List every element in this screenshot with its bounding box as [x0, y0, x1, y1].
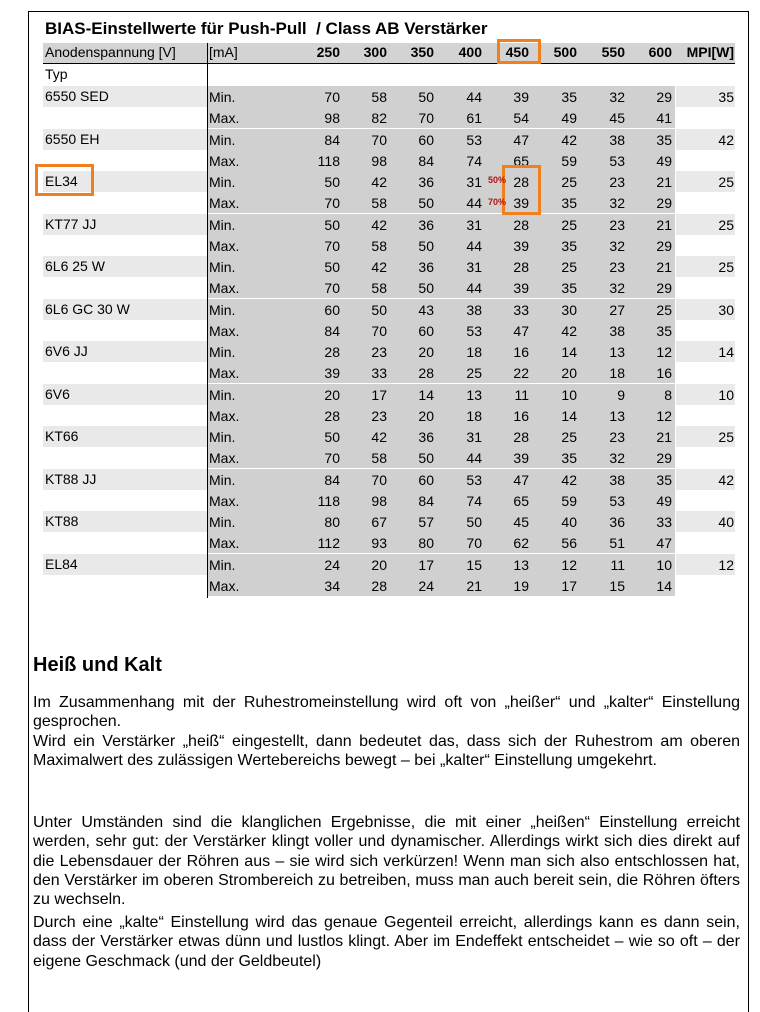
- mpi-value: 35: [718, 89, 734, 105]
- bias-value: 10: [561, 386, 577, 403]
- bias-value: 18: [466, 344, 482, 360]
- bias-value: 28: [371, 577, 387, 594]
- voltage-header: 600: [648, 44, 672, 60]
- tube-name: EL84: [45, 555, 78, 572]
- anode-voltage-label: Anodenspannung [V]: [45, 44, 176, 60]
- bias-value: 28: [418, 365, 434, 382]
- bias-value: 38: [466, 301, 482, 318]
- bias-value: 65: [513, 152, 529, 169]
- paragraph: Durch eine „kalte“ Einstellung wird das genaue Gegenteil erreicht, allerdings kann es dann sein, dass der Verstärker etwas dünn und lustlos klingt. Aber im Endeffekt entscheidet – wie so oft – der eigene Geschmack (und der Geldbeutel): [33, 914, 740, 970]
- bias-value: 28: [513, 216, 529, 233]
- bias-value: 58: [371, 89, 387, 105]
- bias-value: 29: [656, 195, 672, 212]
- table-row-min: [43, 469, 735, 490]
- bias-value: 35: [561, 89, 577, 105]
- bias-value: 39: [513, 89, 529, 105]
- bias-value: 67: [371, 514, 387, 530]
- bias-value: 51: [609, 535, 625, 552]
- max-label: Max.: [209, 407, 240, 424]
- bias-value: 34: [324, 577, 340, 594]
- bias-value: 50: [418, 89, 434, 105]
- bias-value: 39: [513, 195, 529, 212]
- highlight-el34-450v-values: [502, 165, 541, 215]
- bias-value: 13: [609, 407, 625, 424]
- bias-value: 29: [656, 237, 672, 254]
- bias-value: 35: [561, 280, 577, 297]
- bias-value: 10: [656, 556, 672, 573]
- bias-value: 23: [609, 259, 625, 275]
- bias-value: 62: [513, 535, 529, 552]
- table-row-max: [43, 235, 735, 256]
- bias-value: 53: [609, 492, 625, 509]
- bias-value: 35: [656, 322, 672, 339]
- bias-value: 74: [466, 492, 482, 509]
- bias-value: 32: [609, 237, 625, 254]
- bias-value: 13: [466, 386, 482, 403]
- bias-value: 60: [418, 131, 434, 148]
- bias-value: 31: [466, 259, 482, 275]
- min-label: Min.: [209, 174, 236, 190]
- bias-value: 70: [324, 195, 340, 212]
- table-row-max: [43, 107, 735, 128]
- bias-value: 50: [418, 195, 434, 212]
- bias-value: 35: [561, 237, 577, 254]
- max-label: Max.: [209, 237, 240, 254]
- table-row-max: [43, 575, 735, 596]
- bias-value: 49: [656, 152, 672, 169]
- mpi-header: MPI[W]: [686, 44, 734, 60]
- bias-value: 23: [609, 216, 625, 233]
- bias-value: 49: [656, 492, 672, 509]
- bias-value: 42: [371, 174, 387, 190]
- mpi-value: 25: [718, 174, 734, 190]
- min-label: Min.: [209, 89, 236, 105]
- bias-value: 47: [656, 535, 672, 552]
- highlight-450v: [497, 39, 541, 64]
- bias-value: 39: [513, 280, 529, 297]
- bias-value: 13: [609, 344, 625, 360]
- bias-value: 30: [561, 301, 577, 318]
- bias-value: 74: [466, 152, 482, 169]
- bias-value: 20: [561, 365, 577, 382]
- bias-value: 53: [466, 131, 482, 148]
- tube-name: KT77 JJ: [45, 215, 97, 232]
- bias-value: 80: [324, 514, 340, 530]
- bias-value: 53: [466, 322, 482, 339]
- bias-value: 39: [324, 365, 340, 382]
- tube-name: 6V6: [45, 385, 70, 402]
- bias-value: 14: [418, 386, 434, 403]
- bias-value: 112: [317, 535, 340, 552]
- bias-value: 15: [609, 577, 625, 594]
- voltage-header: 400: [458, 44, 482, 60]
- voltage-header: 250: [316, 44, 340, 60]
- bias-value: 21: [466, 577, 482, 594]
- bias-value: 17: [418, 556, 434, 573]
- bias-value: 21: [656, 259, 672, 275]
- mpi-value: 25: [718, 259, 734, 275]
- bias-value: 82: [371, 110, 387, 127]
- bias-value: 16: [513, 407, 529, 424]
- min-label: Min.: [209, 386, 236, 403]
- max-label: Max.: [209, 535, 240, 552]
- bias-value: 58: [371, 450, 387, 467]
- bias-value: 32: [609, 195, 625, 212]
- bias-value: 53: [609, 152, 625, 169]
- bias-value: 39: [513, 450, 529, 467]
- bias-value: 58: [371, 195, 387, 212]
- bias-value: 28: [324, 344, 340, 360]
- typ-label: Typ: [45, 66, 68, 82]
- bias-value: 28: [513, 174, 529, 190]
- paragraph: Im Zusammenhang mit der Ruhestromeinstellung wird oft von „heißer“ und „kalter“ Einstellung gesprochen.: [33, 694, 740, 731]
- bias-value: 98: [371, 492, 387, 509]
- bias-value: 16: [656, 365, 672, 382]
- bias-value: 50: [371, 301, 387, 318]
- min-label: Min.: [209, 514, 236, 530]
- bias-value: 32: [609, 450, 625, 467]
- bias-value: 61: [466, 110, 482, 127]
- bias-value: 20: [418, 344, 434, 360]
- bias-value: 25: [656, 301, 672, 318]
- bias-value: 32: [609, 280, 625, 297]
- bias-value: 21: [656, 174, 672, 190]
- bias-value: 29: [656, 450, 672, 467]
- bias-value: 12: [656, 407, 672, 424]
- table-row-min: [43, 299, 735, 320]
- table-row-max: [43, 150, 735, 171]
- bias-value: 47: [513, 322, 529, 339]
- bias-value: 23: [371, 407, 387, 424]
- bias-value: 44: [466, 450, 482, 467]
- min-label: Min.: [209, 301, 236, 318]
- bias-value: 25: [561, 216, 577, 233]
- table-row-max: [43, 277, 735, 298]
- paragraph: Unter Umständen sind die klanglichen Ergebnisse, die mit einer „heißen“ Einstellung erreicht werden, sehr gut: der Verstärker klingt voller und dynamischer. Allerdings wirkt sich dies direkt auf die Lebensdauer der Röhren aus – sie wird sich verkürzen! Wenn man sich also entschlossen hat, den Verstärker im oberen Strombereich zu betreiben, muss man auch bereit sein, die Röhren öfters zu wechseln.: [33, 814, 740, 909]
- unit-label: [mA]: [209, 44, 238, 60]
- bias-value: 35: [561, 450, 577, 467]
- table-row-max: [43, 405, 735, 426]
- bias-value: 36: [609, 514, 625, 530]
- bias-value: 57: [418, 514, 434, 530]
- bias-value: 58: [371, 237, 387, 254]
- bias-value: 50: [324, 429, 340, 445]
- bias-value: 42: [371, 259, 387, 275]
- bias-value: 70: [466, 535, 482, 552]
- bias-value: 42: [561, 322, 577, 339]
- bias-value: 70: [371, 322, 387, 339]
- bias-value: 27: [609, 301, 625, 318]
- bias-value: 8: [664, 386, 672, 403]
- bias-value: 50: [466, 514, 482, 530]
- bias-value: 84: [418, 152, 434, 169]
- table-row-min: [43, 256, 735, 277]
- min-percent-note: 50%: [488, 175, 507, 185]
- bias-value: 44: [466, 237, 482, 254]
- min-label: Min.: [209, 259, 236, 275]
- table-row-max: [43, 192, 735, 213]
- bias-value: 42: [371, 216, 387, 233]
- bias-value: 19: [513, 577, 529, 594]
- voltage-header: 550: [601, 44, 625, 60]
- table-row-min: [43, 426, 735, 447]
- table-header: [43, 43, 735, 64]
- table-row-min: [43, 214, 735, 235]
- bias-value: 33: [513, 301, 529, 318]
- tube-name: 6V6 JJ: [45, 343, 88, 359]
- table-row-max: [43, 490, 735, 511]
- bias-value: 35: [561, 195, 577, 212]
- bias-value: 38: [609, 471, 625, 488]
- bias-value: 35: [656, 131, 672, 148]
- max-label: Max.: [209, 195, 240, 212]
- bias-value: 70: [324, 450, 340, 467]
- tube-name: KT66: [45, 428, 79, 444]
- table-row-min: [43, 171, 735, 192]
- bias-value: 14: [561, 407, 577, 424]
- bias-value: 44: [466, 195, 482, 212]
- mpi-value: 40: [718, 514, 734, 530]
- tube-name: KT88 JJ: [45, 470, 97, 487]
- bias-value: 47: [513, 131, 529, 148]
- tube-name: KT88: [45, 513, 79, 529]
- max-label: Max.: [209, 110, 240, 127]
- max-percent-note: 70%: [488, 197, 507, 207]
- max-label: Max.: [209, 450, 240, 467]
- max-label: Max.: [209, 322, 240, 339]
- bias-value: 50: [324, 259, 340, 275]
- bias-value: 25: [466, 365, 482, 382]
- tube-name: EL34: [45, 173, 78, 189]
- mpi-value: 14: [718, 344, 734, 360]
- table-title: BIAS-Einstellwerte für Push-Pull / Class AB Verstärker: [45, 19, 488, 38]
- bias-value: 54: [513, 110, 529, 127]
- bias-value: 36: [418, 174, 434, 190]
- bias-value: 118: [317, 492, 340, 509]
- bias-value: 29: [656, 280, 672, 297]
- min-label: Min.: [209, 429, 236, 445]
- min-label: Min.: [209, 131, 236, 148]
- bias-value: 12: [656, 344, 672, 360]
- bias-value: 18: [609, 365, 625, 382]
- bias-value: 70: [324, 89, 340, 105]
- voltage-header: 300: [363, 44, 387, 60]
- bias-value: 70: [371, 131, 387, 148]
- bias-value: 36: [418, 259, 434, 275]
- table-row-max: [43, 532, 735, 553]
- bias-value: 23: [371, 344, 387, 360]
- bias-value: 42: [561, 471, 577, 488]
- bias-value: 23: [609, 429, 625, 445]
- mpi-value: 10: [718, 386, 734, 403]
- bias-value: 15: [466, 556, 482, 573]
- bias-value: 84: [418, 492, 434, 509]
- bias-value: 23: [609, 174, 625, 190]
- bias-value: 41: [656, 110, 672, 127]
- max-label: Max.: [209, 577, 240, 594]
- bias-value: 50: [324, 174, 340, 190]
- bias-value: 59: [561, 152, 577, 169]
- bias-value: 42: [561, 131, 577, 148]
- table-row-max: [43, 362, 735, 383]
- table-row-max: [43, 320, 735, 341]
- bias-value: 20: [371, 556, 387, 573]
- bias-value: 93: [371, 535, 387, 552]
- bias-value: 50: [418, 280, 434, 297]
- bias-value: 60: [324, 301, 340, 318]
- bias-value: 50: [418, 450, 434, 467]
- bias-value: 20: [418, 407, 434, 424]
- bias-value: 28: [513, 429, 529, 445]
- mpi-value: 12: [718, 556, 734, 573]
- max-label: Max.: [209, 280, 240, 297]
- bias-value: 45: [609, 110, 625, 127]
- bias-value: 36: [418, 429, 434, 445]
- bias-value: 21: [656, 216, 672, 233]
- bias-value: 32: [609, 89, 625, 105]
- bias-value: 47: [513, 471, 529, 488]
- bias-value: 60: [418, 471, 434, 488]
- bias-value: 14: [561, 344, 577, 360]
- table-row-min: [43, 511, 735, 532]
- bias-value: 50: [418, 237, 434, 254]
- bias-value: 39: [513, 237, 529, 254]
- bias-value: 13: [513, 556, 529, 573]
- bias-value: 29: [656, 89, 672, 105]
- bias-value: 80: [418, 535, 434, 552]
- bias-value: 70: [324, 280, 340, 297]
- bias-value: 98: [324, 110, 340, 127]
- bias-value: 9: [617, 386, 625, 403]
- bias-value: 40: [561, 514, 577, 530]
- max-label: Max.: [209, 492, 240, 509]
- bias-value: 70: [324, 237, 340, 254]
- max-label: Max.: [209, 365, 240, 382]
- bias-value: 16: [513, 344, 529, 360]
- paragraph: Wird ein Verstärker „heiß“ eingestellt, dann bedeutet das, dass sich der Ruhestrom am oberen Maximalwert des zulässigen Wertebereichs bewegt – bei „kalter“ Einstellung umgekehrt.: [33, 733, 740, 770]
- voltage-header: 350: [410, 44, 434, 60]
- min-label: Min.: [209, 344, 236, 360]
- bias-value: 25: [561, 259, 577, 275]
- bias-value: 56: [561, 535, 577, 552]
- bias-value: 24: [418, 577, 434, 594]
- bias-value: 17: [561, 577, 577, 594]
- bias-value: 50: [324, 216, 340, 233]
- bias-value: 53: [466, 471, 482, 488]
- bias-value: 45: [513, 514, 529, 530]
- bias-value: 31: [466, 216, 482, 233]
- bias-value: 11: [514, 386, 529, 403]
- min-label: Min.: [209, 216, 236, 233]
- bias-value: 49: [561, 110, 577, 127]
- bias-value: 31: [466, 174, 482, 190]
- bias-value: 84: [324, 131, 340, 148]
- tube-name: 6550 SED: [45, 88, 109, 104]
- bias-value: 38: [609, 131, 625, 148]
- table-row-min: [43, 86, 735, 107]
- bias-value: 98: [371, 152, 387, 169]
- max-label: Max.: [209, 152, 240, 169]
- mpi-value: 30: [718, 301, 734, 318]
- bias-value: 28: [324, 407, 340, 424]
- bias-value: 33: [371, 365, 387, 382]
- bias-value: 25: [561, 429, 577, 445]
- bias-value: 36: [418, 216, 434, 233]
- bias-value: 35: [656, 471, 672, 488]
- bias-value: 84: [324, 322, 340, 339]
- bias-value: 18: [466, 407, 482, 424]
- bias-value: 22: [513, 365, 529, 382]
- mpi-value: 42: [718, 471, 734, 488]
- bias-value: 42: [371, 429, 387, 445]
- bias-value: 33: [656, 514, 672, 530]
- bias-value: 43: [418, 301, 434, 318]
- bias-value: 70: [418, 110, 434, 127]
- voltage-header: 500: [553, 44, 577, 60]
- min-label: Min.: [209, 556, 236, 573]
- bias-value: 11: [610, 556, 625, 573]
- bias-value: 38: [609, 322, 625, 339]
- bias-value: 20: [324, 386, 340, 403]
- highlight-el34: [35, 164, 94, 196]
- bias-value: 12: [561, 556, 577, 573]
- bias-value: 70: [371, 471, 387, 488]
- table-row-min: [43, 384, 735, 405]
- tube-name: 6L6 GC 30 W: [45, 300, 130, 317]
- bias-value: 84: [324, 471, 340, 488]
- bias-value: 31: [466, 429, 482, 445]
- mpi-value: 25: [718, 216, 734, 233]
- bias-value: 21: [656, 429, 672, 445]
- bias-value: 44: [466, 89, 482, 105]
- table-row-min: [43, 554, 735, 575]
- section-heading: Heiß und Kalt: [33, 654, 162, 676]
- tube-name: 6L6 25 W: [45, 258, 105, 274]
- bias-value: 58: [371, 280, 387, 297]
- table-row-min: [43, 129, 735, 150]
- bias-value: 24: [324, 556, 340, 573]
- bias-value: 44: [466, 280, 482, 297]
- bias-value: 118: [317, 152, 340, 169]
- table-row-max: [43, 447, 735, 468]
- bias-value: 60: [418, 322, 434, 339]
- mpi-value: 42: [718, 131, 734, 148]
- bias-value: 65: [513, 492, 529, 509]
- bias-value: 28: [513, 259, 529, 275]
- tube-name: 6550 EH: [45, 130, 100, 147]
- bias-value: 17: [371, 386, 387, 403]
- bias-value: 14: [656, 577, 672, 594]
- min-label: Min.: [209, 471, 236, 488]
- voltage-header: 450: [505, 44, 529, 60]
- table-row-min: [43, 341, 735, 362]
- bias-value: 25: [561, 174, 577, 190]
- mpi-value: 25: [718, 429, 734, 445]
- bias-value: 59: [561, 492, 577, 509]
